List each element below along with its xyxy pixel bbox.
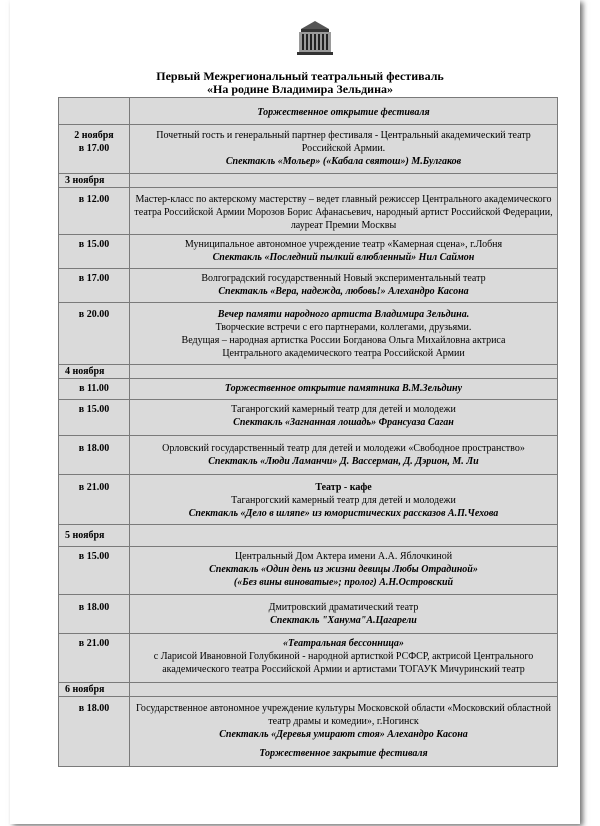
play-title: Спектакль «Мольер» («Кабала святош») М.Булгаков (225, 156, 462, 167)
table-row (59, 595, 558, 634)
table-row (59, 98, 558, 125)
time-label: в 15.00 (59, 235, 130, 269)
table-row (59, 379, 558, 400)
date-label: 2 ноября (74, 130, 114, 141)
table-row (59, 697, 558, 767)
play-subtitle: («Без вины виноватые»; пролог) А.Н.Островский (233, 577, 454, 588)
date-label: 5 ноября (59, 525, 130, 547)
table-row (59, 400, 558, 436)
date-label: 3 ноября (59, 174, 130, 188)
time-label: в 15.00 (59, 547, 130, 595)
event-text: Ведущая – народная артистка России Богданова Ольга Михайловна актриса (181, 335, 506, 346)
event-text: Творческие встречи с его партнерами, коллегами, друзьями. (215, 322, 472, 333)
table-row (59, 634, 558, 683)
play-title: Спектакль "Ханума"А.Цагарели (270, 615, 417, 626)
event-title: Торжественное открытие памятника В.М.Зельдину (130, 379, 558, 400)
table-row (59, 174, 558, 188)
table-row (59, 547, 558, 595)
time-label: в 11.00 (59, 379, 130, 400)
theater-building-icon (295, 19, 335, 59)
table-row (59, 125, 558, 174)
event-text: Центральный Дом Актера имени А.А. Яблочкиной (234, 551, 453, 562)
event-text: Таганрогский камерный театр для детей и молодежи (231, 495, 456, 506)
festival-title: Первый Межрегиональный театральный фестиваль (156, 69, 444, 83)
event-text: Дмитровский драматический театр (268, 602, 419, 613)
table-row (59, 683, 558, 697)
date-label: 6 ноября (59, 683, 130, 697)
time-label: в 21.00 (59, 634, 130, 683)
play-title: Спектакль «Дело в шляпе» из юмористических рассказов А.П.Чехова (188, 508, 499, 519)
event-text: Волгоградский государственный Новый экспериментальный театр (201, 273, 486, 284)
opening-title: Торжественное открытие фестиваля (257, 107, 430, 118)
play-title: Спектакль «Вера, надежда, любовь!» Алехандро Касона (218, 286, 469, 297)
event-text: Орловский государственный театр для детей и молодежи «Свободное пространство» (162, 443, 525, 454)
festival-subtitle: «На родине Владимира Зельдина» (206, 82, 393, 96)
table-row (59, 525, 558, 547)
time-label: в 21.00 (59, 475, 130, 525)
table-row (59, 436, 558, 475)
table-row (59, 188, 558, 235)
table-row (59, 235, 558, 269)
event-title: «Театральная бессонница» (283, 638, 404, 649)
event-text: Мастер-класс по актерскому мастерству – ведет главный режиссер Центрального академического театра Российской Армии Морозов Борис Афанасьевич, народный артист Российской Федерации, лауреат Премии Москвы (130, 188, 558, 235)
table-row (59, 303, 558, 365)
event-text: Муниципальное автономное учреждение театр «Камерная сцена», г.Лобня (184, 239, 503, 250)
time-label: в 18.00 (59, 697, 130, 767)
event-title: Вечер памяти народного артиста Владимира Зельдина. (217, 309, 470, 320)
time-label: в 12.00 (59, 188, 130, 235)
event-text: с Ларисой Ивановной Голубкиной - народной артисткой РСФСР, актрисой Центрального академического театра Российской Армии и артистами ТОГАУК Мичуринский театр (153, 651, 534, 675)
table-row (59, 475, 558, 525)
time-label: в 15.00 (59, 400, 130, 436)
event-title: Театр - кафе (315, 482, 372, 493)
play-title: Спектакль «Последний пылкий влюбленный» Нил Саймон (212, 252, 475, 263)
time-label: в 17.00 (59, 269, 130, 303)
time-label: в 20.00 (59, 303, 130, 365)
table-row (59, 365, 558, 379)
time-label: в 18.00 (59, 436, 130, 475)
closing-title: Торжественное закрытие фестиваля (259, 748, 428, 759)
event-text: Государственное автономное учреждение культуры Московской области «Московский областной театр драмы и комедии», г.Ногинск (135, 703, 552, 727)
event-text: Центрального академического театра Российской Армии (222, 348, 465, 359)
event-text: Почетный гость и генеральный партнер фестиваля - Центральный академический театр Российской Армии. (156, 130, 531, 154)
table-row (59, 269, 558, 303)
event-text: Таганрогский камерный театр для детей и молодежи (231, 404, 456, 415)
time-label: в 18.00 (59, 595, 130, 634)
play-title: Спектакль «Деревья умирают стоя» Алехандро Касона (219, 729, 468, 740)
play-title: Спектакль «Люди Ламанчи» Д. Вассерман, Д. Дэрион, М. Ли (208, 456, 479, 467)
play-title: Спектакль «Загнанная лошадь» Франсуаза Саган (233, 417, 454, 428)
program-table (58, 97, 558, 767)
play-title: Спектакль «Один день из жизни девицы Любы Отрадиной» (209, 564, 478, 575)
time-label: в 17.00 (78, 143, 110, 154)
date-label: 4 ноября (59, 365, 130, 379)
